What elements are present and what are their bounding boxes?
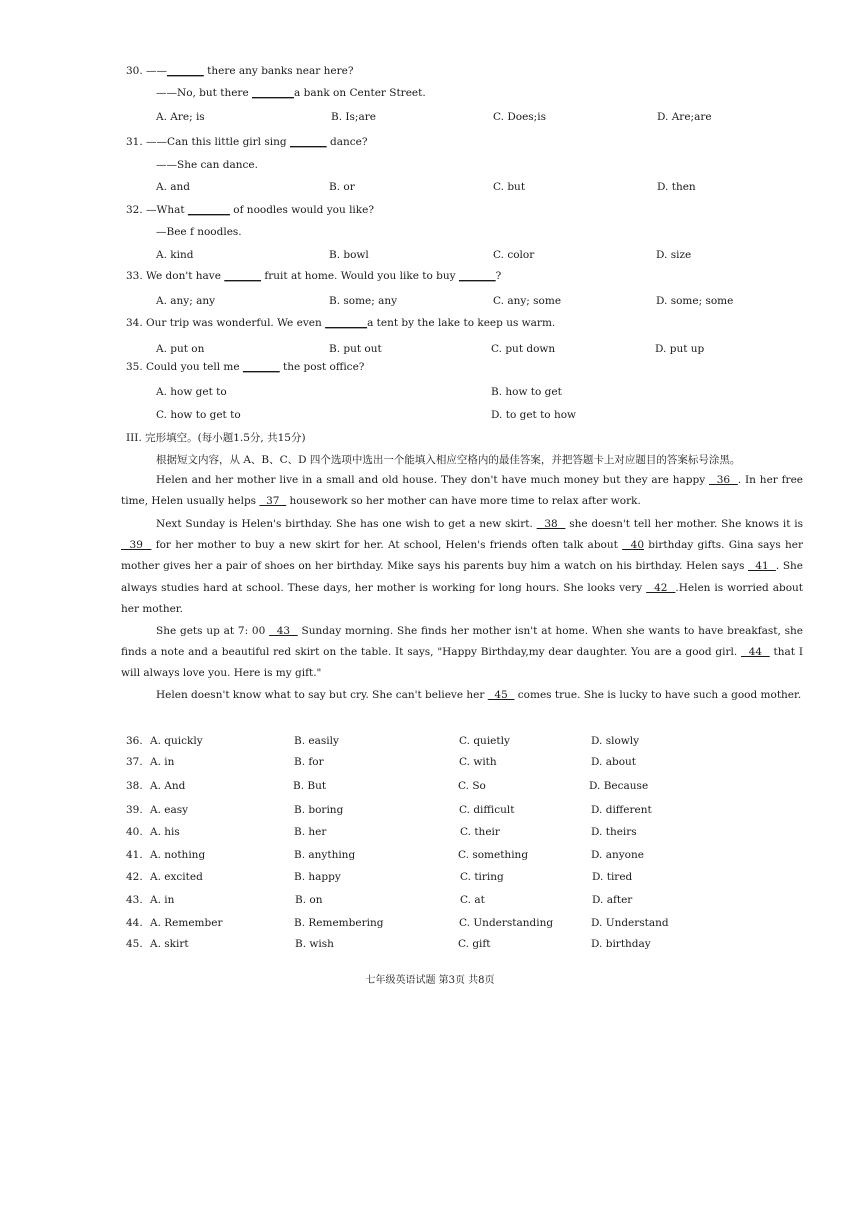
passage-text: she doesn't tell her mother. She knows it is bbox=[565, 518, 804, 530]
cloze-number: 38. bbox=[126, 780, 143, 792]
blank: ________ bbox=[325, 317, 368, 329]
option-a: A. his bbox=[150, 826, 180, 838]
question-number: 34. bbox=[126, 317, 143, 329]
question-31 bbox=[126, 136, 368, 148]
stem-text: ——Can this little girl sing bbox=[146, 136, 290, 148]
stem-text: of noodles would you like? bbox=[229, 204, 374, 216]
option-d: D. Understand bbox=[591, 917, 669, 929]
option-d: D. Because bbox=[589, 780, 649, 792]
question-33 bbox=[126, 270, 501, 282]
cloze-number: 45. bbox=[126, 938, 143, 950]
option-b: B. put out bbox=[329, 343, 382, 355]
option-a: A. And bbox=[150, 780, 186, 792]
passage-text: Helen doesn't know what to say but cry. She can't believe her bbox=[156, 689, 488, 701]
passage-text: for her mother to buy a new skirt for her. At school, Helen's friends often talk about bbox=[151, 539, 623, 552]
passage-text: comes true. She is lucky to have such a good mother. bbox=[514, 689, 802, 701]
option-c: C. gift bbox=[458, 938, 491, 950]
option-b: B. how to get bbox=[491, 386, 562, 398]
blank: ________ bbox=[187, 204, 230, 216]
option-c: C. difficult bbox=[459, 804, 515, 816]
stem-text: Our trip was wonderful. We even bbox=[146, 317, 326, 329]
stem-text: the post office? bbox=[279, 361, 365, 373]
option-d: D. tired bbox=[592, 871, 633, 883]
passage-text: Sunday morning. She finds her mother isn't at home. When she wants to have breakfast, she finds a note and a beautiful red skirt on the table. It says, "Happy Birthday,my dear daughter. You are a good girl. bbox=[121, 625, 803, 659]
stem-text: ? bbox=[495, 270, 502, 282]
option-a: A. nothing bbox=[150, 849, 206, 861]
blank: _______ bbox=[289, 136, 327, 148]
option-c: C. color bbox=[493, 249, 535, 261]
question-30-response bbox=[156, 87, 426, 99]
stem-text: a tent by the lake to keep us warm. bbox=[367, 317, 556, 329]
option-b: B. for bbox=[294, 756, 324, 768]
question-32-response: —Bee f noodles. bbox=[156, 226, 242, 238]
blank: _______ bbox=[224, 270, 262, 282]
stem-text: dance? bbox=[326, 136, 368, 148]
question-number: 35. bbox=[126, 361, 143, 373]
option-a: A. in bbox=[150, 894, 175, 906]
blank: _______ bbox=[242, 361, 280, 373]
blank-39: 39 bbox=[121, 539, 152, 552]
cloze-number: 39. bbox=[126, 804, 143, 816]
blank-37: 37 bbox=[259, 495, 287, 508]
option-b: B. boring bbox=[294, 804, 344, 816]
blank-38: 38 bbox=[536, 518, 566, 530]
option-a: A. put on bbox=[156, 343, 205, 355]
passage-text: Next Sunday is Helen's birthday. She has one wish to get a new skirt. bbox=[156, 518, 537, 530]
cloze-number: 41. bbox=[126, 849, 143, 861]
option-b: B. some; any bbox=[329, 295, 398, 307]
question-35 bbox=[126, 361, 364, 373]
cloze-number: 44. bbox=[126, 917, 143, 929]
passage-text: housework so her mother can have more time to relax after work. bbox=[286, 495, 641, 508]
option-c: C. but bbox=[493, 181, 526, 193]
passage-paragraph-1 bbox=[121, 470, 803, 512]
option-c: C. with bbox=[459, 756, 497, 768]
question-34 bbox=[126, 317, 555, 329]
option-d: D. about bbox=[591, 756, 637, 768]
blank-44: 44 bbox=[741, 646, 770, 659]
option-a: A. excited bbox=[150, 871, 203, 883]
question-number: 31. bbox=[126, 136, 143, 148]
passage-text: . In her free time, Helen usually helps bbox=[121, 474, 803, 508]
option-b: B. her bbox=[294, 826, 327, 838]
passage-text: She gets up at 7: 00 bbox=[156, 625, 270, 637]
option-d: D. then bbox=[657, 181, 696, 193]
stem-text: there any banks near here? bbox=[203, 65, 354, 77]
passage-paragraph-2 bbox=[121, 514, 803, 620]
stem-text: —What bbox=[146, 204, 188, 216]
option-b: B. Remembering bbox=[294, 917, 384, 929]
cloze-number: 40. bbox=[126, 826, 143, 838]
blank-40: 40 bbox=[622, 539, 645, 552]
option-a: A. Remember bbox=[150, 917, 223, 929]
option-c: C. at bbox=[460, 894, 485, 906]
option-a: A. in bbox=[150, 756, 175, 768]
option-d: D. different bbox=[591, 804, 652, 816]
blank-43: 43 bbox=[269, 625, 298, 637]
option-b: B. happy bbox=[294, 871, 341, 883]
blank-42: 42 bbox=[646, 581, 676, 594]
question-30 bbox=[126, 65, 353, 77]
cloze-number: 36. bbox=[126, 735, 143, 747]
question-31-response: ——She can dance. bbox=[156, 159, 258, 171]
option-a: A. easy bbox=[150, 804, 189, 816]
option-c: C. put down bbox=[491, 343, 556, 355]
section-instruction: 根据短文内容，从 A、B、C、D 四个选项中选出一个能填入相应空格内的最佳答案，并把答题卡上对应题目的答案标号涂黑。 bbox=[156, 454, 741, 466]
option-b: B. bowl bbox=[329, 249, 369, 261]
option-d: D. to get to how bbox=[491, 409, 577, 421]
option-d: D. birthday bbox=[591, 938, 651, 950]
option-a: A. any; any bbox=[156, 295, 216, 307]
option-a: A. how get to bbox=[156, 386, 227, 398]
option-b: B. anything bbox=[294, 849, 356, 861]
blank: ________ bbox=[252, 87, 294, 99]
option-b: B. wish bbox=[295, 938, 334, 950]
option-c: C. quietly bbox=[459, 735, 510, 747]
passage-text: .Helen is worried about her mother. bbox=[121, 581, 804, 615]
question-number: 32. bbox=[126, 204, 143, 216]
option-d: D. put up bbox=[655, 343, 705, 355]
response-text: ——No, but there bbox=[156, 87, 252, 99]
option-c: C. their bbox=[460, 826, 500, 838]
option-c: C. something bbox=[458, 849, 529, 861]
cloze-number: 43. bbox=[126, 894, 143, 906]
option-d: D. after bbox=[592, 894, 633, 906]
passage-paragraph-4 bbox=[121, 685, 803, 706]
blank-45: 45 bbox=[487, 689, 515, 701]
stem-text: Could you tell me bbox=[146, 361, 243, 373]
cloze-number: 37. bbox=[126, 756, 143, 768]
stem-text: fruit at home. Would you like to buy bbox=[261, 270, 459, 282]
option-b: B. easily bbox=[294, 735, 339, 747]
option-c: C. Does;is bbox=[493, 111, 546, 123]
question-32 bbox=[126, 204, 374, 216]
option-d: D. theirs bbox=[591, 826, 637, 838]
option-a: A. skirt bbox=[150, 938, 189, 950]
blank: _______ bbox=[458, 270, 496, 282]
section-title: III. 完形填空。(每小题1.5分, 共15分) bbox=[126, 432, 306, 444]
option-b: B. or bbox=[329, 181, 355, 193]
option-c: C. any; some bbox=[493, 295, 562, 307]
passage-text: Helen and her mother live in a small and old house. They don't have much money but they are happy bbox=[156, 474, 709, 486]
option-a: A. Are; is bbox=[156, 111, 205, 123]
passage-text: that I will always love you. Here is my gift." bbox=[121, 646, 803, 680]
page-footer: 七年级英语试题 第3页 共8页 bbox=[365, 975, 495, 986]
option-b: B. Is;are bbox=[331, 111, 376, 123]
option-d: D. Are;are bbox=[657, 111, 712, 123]
stem-text: —— bbox=[146, 65, 168, 77]
option-b: B. But bbox=[293, 780, 327, 792]
option-c: C. how to get to bbox=[156, 409, 241, 421]
response-text: a bank on Center Street. bbox=[294, 87, 426, 99]
question-number: 33. bbox=[126, 270, 143, 282]
option-a: A. quickly bbox=[150, 735, 203, 747]
option-d: D. some; some bbox=[656, 295, 734, 307]
passage-paragraph-3 bbox=[121, 621, 803, 685]
option-c: C. tiring bbox=[460, 871, 504, 883]
option-d: D. size bbox=[656, 249, 692, 261]
option-b: B. on bbox=[295, 894, 323, 906]
option-a: A. and bbox=[156, 181, 191, 193]
stem-text: We don't have bbox=[146, 270, 225, 282]
passage-text: . She always studies hard at school. These days, her mother is working for long hours. She looks very bbox=[121, 560, 803, 594]
blank-41: 41 bbox=[748, 560, 776, 573]
blank-36: 36 bbox=[709, 474, 738, 486]
option-a: A. kind bbox=[156, 249, 194, 261]
option-d: D. anyone bbox=[591, 849, 644, 861]
option-d: D. slowly bbox=[591, 735, 640, 747]
passage-text: birthday gifts. Gina says her mother gives her a pair of shoes on her birthday. Mike says his parents buy him a watch on his birthday. Helen says bbox=[121, 539, 804, 573]
blank: _______ bbox=[167, 65, 204, 77]
option-c: C. Understanding bbox=[459, 917, 554, 929]
cloze-number: 42. bbox=[126, 871, 143, 883]
option-c: C. So bbox=[458, 780, 486, 792]
question-number: 30. bbox=[126, 65, 143, 77]
